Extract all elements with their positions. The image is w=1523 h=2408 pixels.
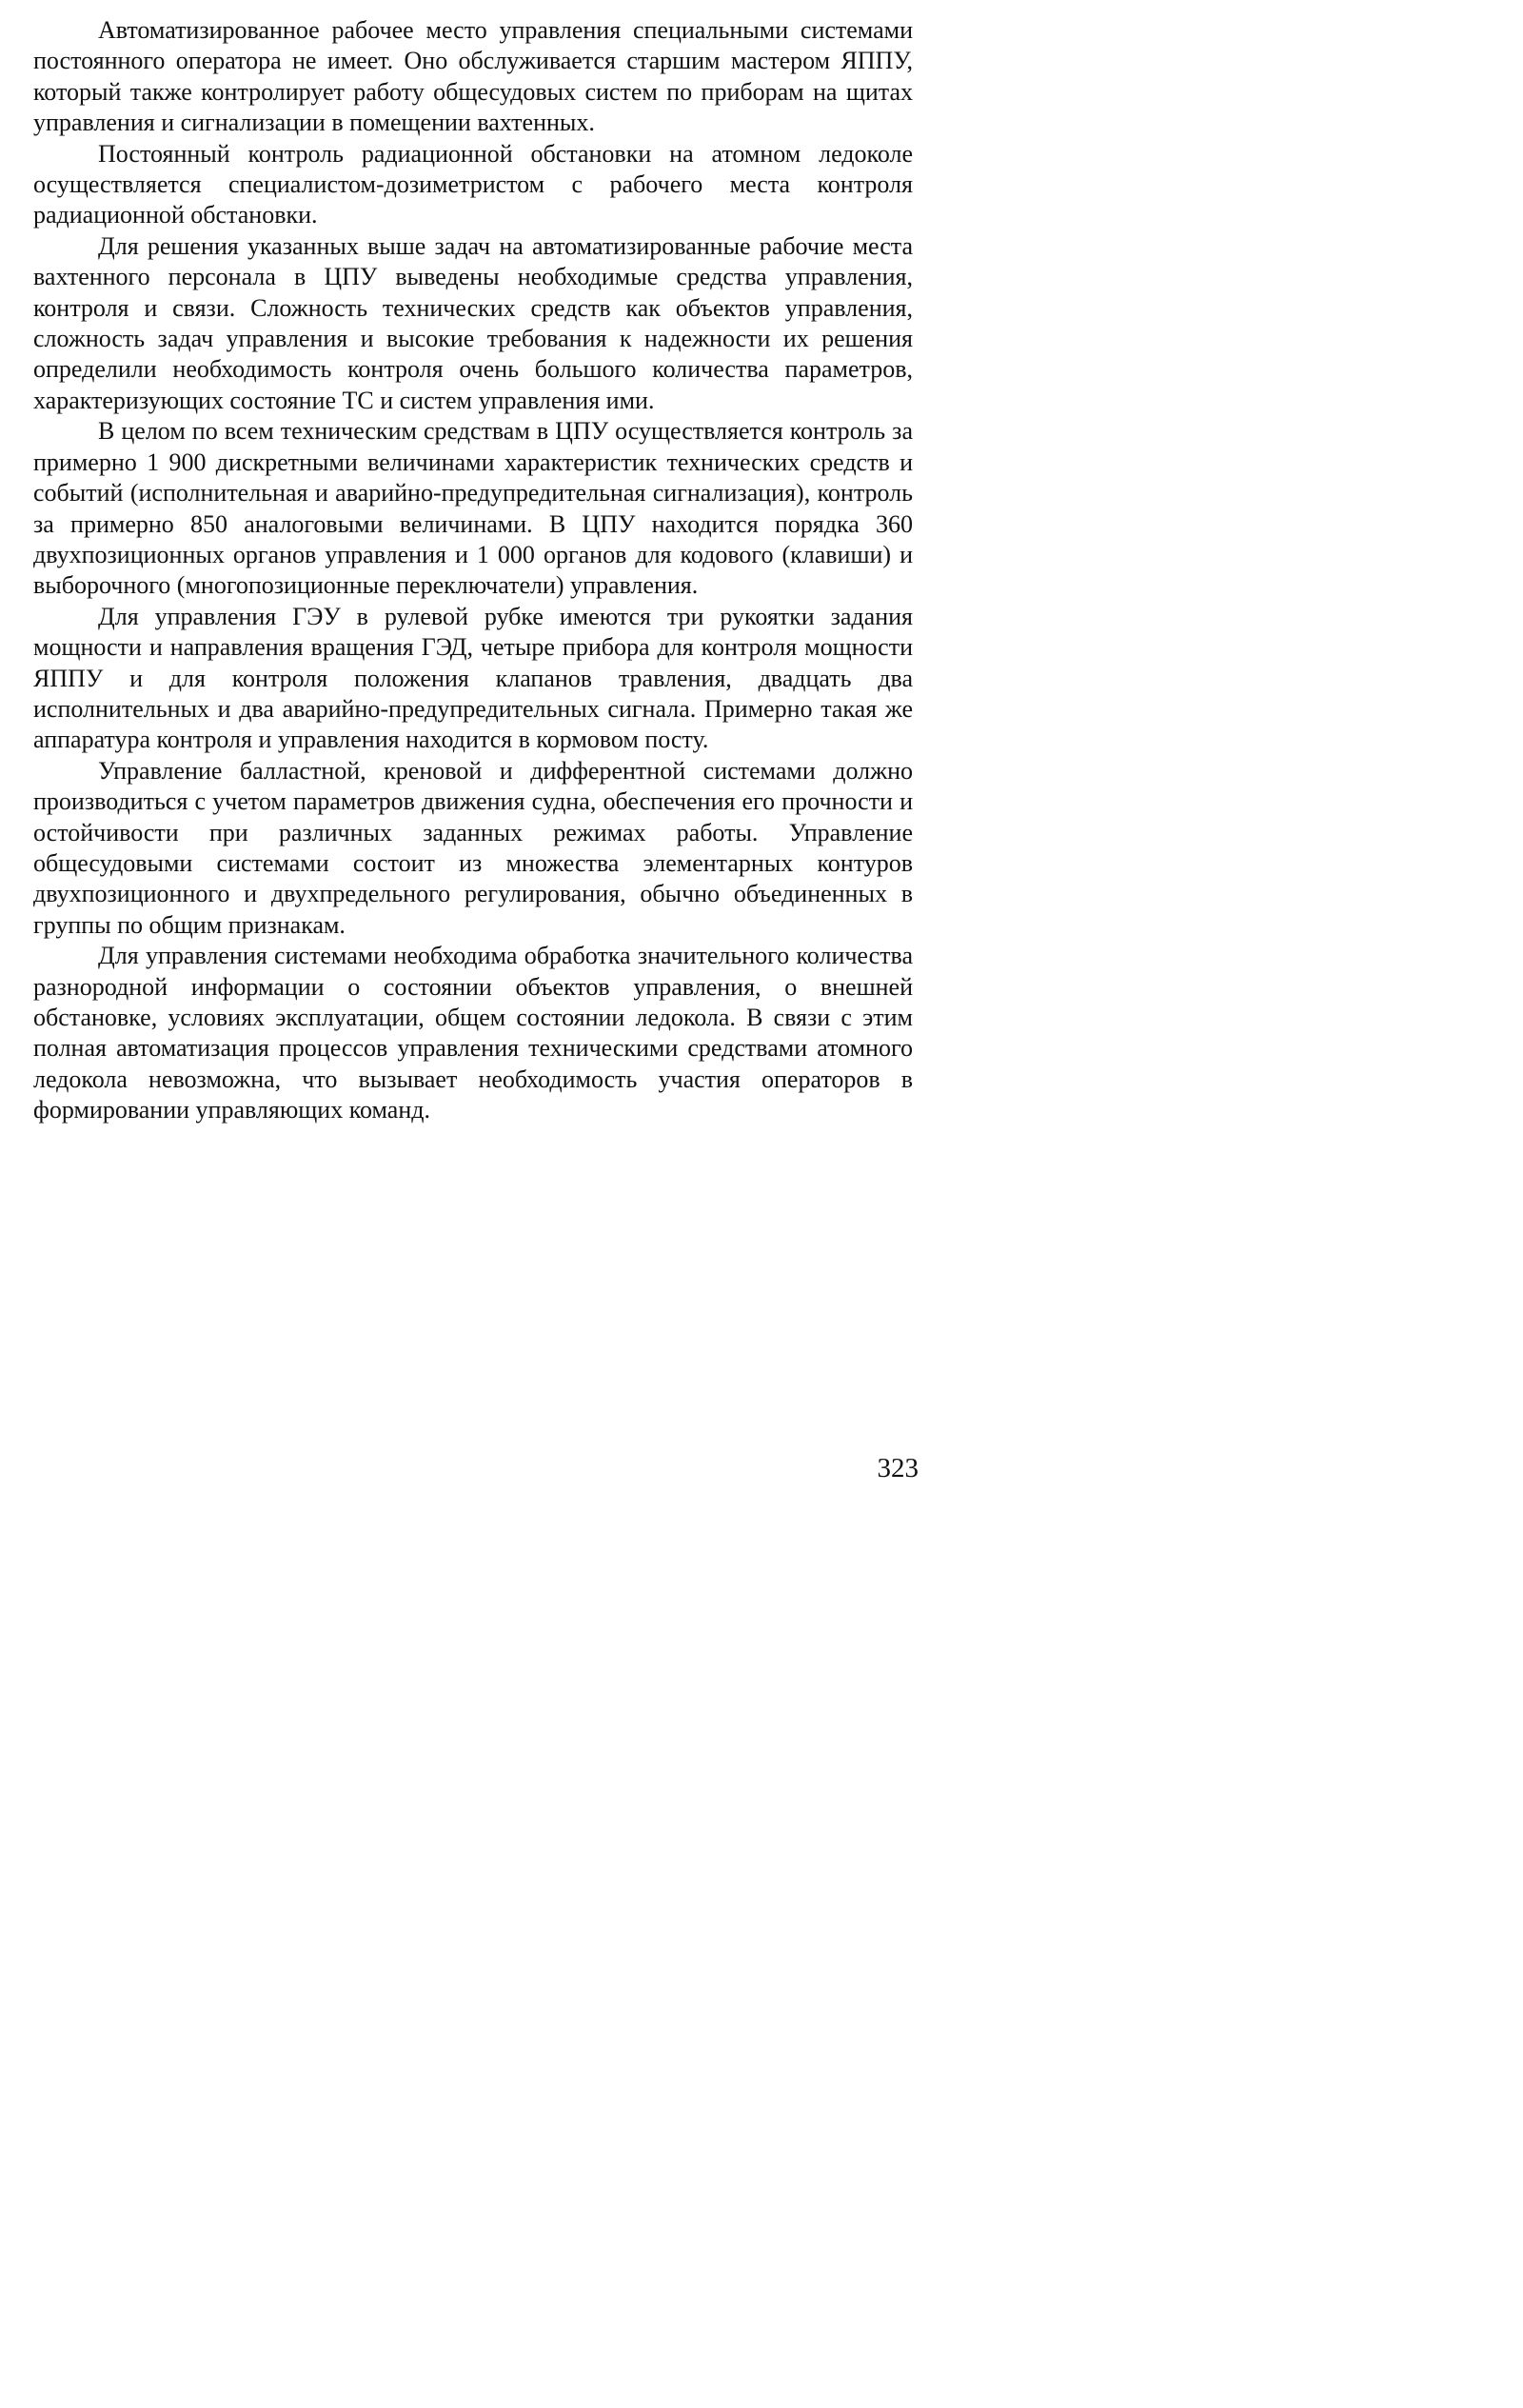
paragraph-1: Автоматизированное рабочее место управления специальными системами постоянного оператора не имеет. Оно обслуживается старшим мастером ЯППУ, который также контролирует работу общесудовых систем по приборам на щитах управления и сигнализации в помещении вахтенных. [33,16,913,137]
page-number: 323 [877,1453,919,1483]
paragraph-2: Постоянный контроль радиационной обстановки на атомном ледоколе осуществляется специалистом-дозиметристом с рабочего места контроля радиационной обстановки. [33,139,913,229]
paragraph-4: В целом по всем техническим средствам в ЦПУ осуществляется контроль за примерно 1 900 дискретными величинами характеристик технических средств и событий (исполнительная и аварийно-предупредительная сигнализация), контроль за примерно 850 аналоговыми величинами. В ЦПУ находится порядка 360 двухпозиционных органов управления и 1 000 органов для кодового (клавиши) и выборочного (многопозиционные переключатели) управления. [33,417,913,600]
book-page [0,0,953,1505]
paragraph-3: Для решения указанных выше задач на автоматизированные рабочие места вахтенного персонала в ЦПУ выведены необходимые средства управления, контроля и связи. Сложность технических средств как объектов управления, сложность задач управления и высокие требования к надежности их решения определили необходимость контроля очень большого количества параметров, характеризующих состояние ТС и систем управления ими. [33,231,913,414]
paragraph-5: Для управления ГЭУ в рулевой рубке имеются три рукоятки задания мощности и направления вращения ГЭД, четыре прибора для контроля мощности ЯППУ и для контроля положения клапанов травления, двадцать два исполнительных и два аварийно-предупредительных сигнала. Примерно такая же аппаратура контроля и управления находится в кормовом посту. [33,602,913,754]
body-text [33,15,913,1126]
paragraph-7: Для управления системами необходима обработка значительного количества разнородной информации о состоянии объектов управления, о внешней обстановке, условиях эксплуатации, общем состоянии ледокола. В связи с этим полная автоматизация процессов управления техническими средствами атомного ледокола невозможна, что вызывает необходимость участия операторов в формировании управляющих команд. [33,942,913,1124]
paragraph-6: Управление балластной, креновой и дифферентной системами должно производиться с учетом параметров движения судна, обеспечения его прочности и остойчивости при различных заданных режимах работы. Управление общесудовыми системами состоит из множества элементарных контуров двухпозиционного и двухпредельного регулирования, обычно объединенных в группы по общим признакам. [33,756,913,939]
